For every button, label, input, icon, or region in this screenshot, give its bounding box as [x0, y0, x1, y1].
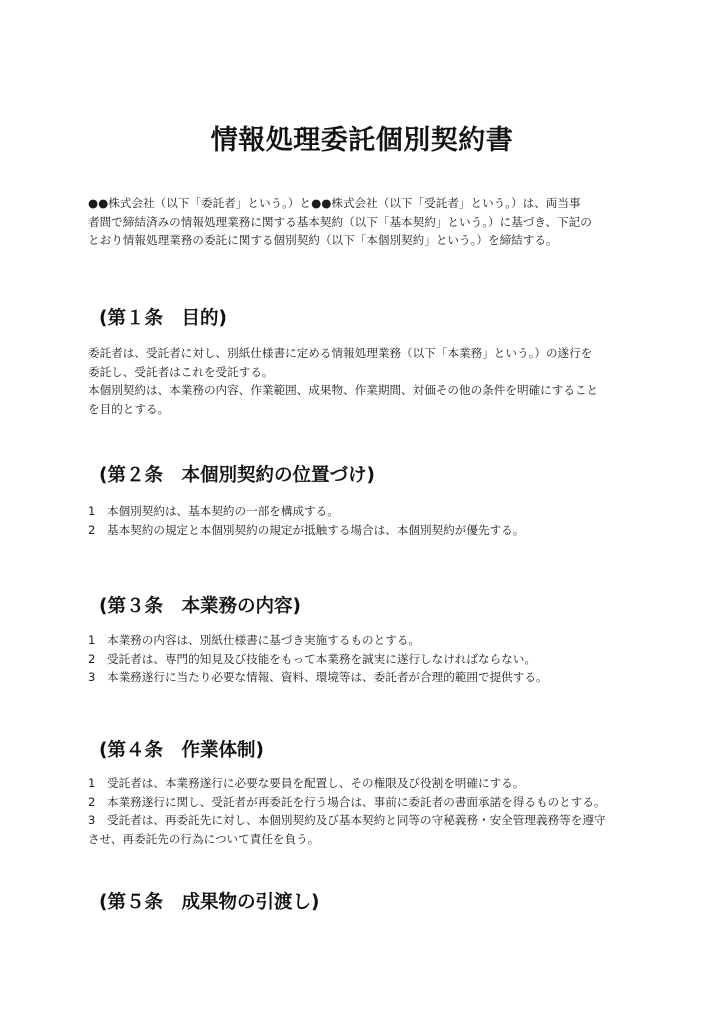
article-item: 2 本業務遂行に関し、受託者が再委託を行う場合は、事前に委託者の書面承諾を得るものとする。: [88, 794, 606, 809]
article-item: 2 基本契約の規定と本個別契約の規定が抵触する場合は、本個別契約が優先する。: [88, 522, 525, 537]
article-item: 2 受託者は、専門的知見及び技能をもって本業務を誠実に遂行しなければならない。: [88, 651, 536, 666]
article-item: 3 受託者は、再委託先に対し、本個別契約及び基本契約と同等の守秘義務・安全管理義務等を遵守: [88, 813, 606, 827]
article-line: 本個別契約は、本業務の内容、作業範囲、成果物、作業期間、対価その他の条件を明確にすること: [88, 383, 599, 397]
article-3-body: [88, 631, 648, 687]
article-4-heading: (第４条 作業体制): [99, 740, 264, 761]
article-1-heading: (第１条 目的): [99, 308, 227, 329]
article-1-body: [88, 344, 648, 418]
article-5-heading: (第５条 成果物の引渡し): [99, 892, 320, 913]
article-item: 3 本業務遂行に当たり必要な情報、資料、環境等は、委託者が合理的範囲で提供する。: [88, 670, 548, 684]
article-4-body: [88, 774, 648, 848]
article-line: 委託者は、受託者に対し、別紙仕様書に定める情報処理業務（以下「本業務」という。）の遂行を: [88, 346, 593, 360]
article-2-body: [88, 502, 648, 539]
article-line: を目的とする。: [88, 401, 170, 416]
document-title: 情報処理委託個別契約書: [210, 125, 514, 156]
article-item: 1 本個別契約は、基本契約の一部を構成する。: [88, 504, 339, 518]
article-line: 委託し、受託者はこれを受託する。: [88, 364, 274, 379]
article-item: させ、再委託先の行為について責任を負う。: [88, 831, 320, 846]
article-item: 1 本業務の内容は、別紙仕様書に基づき実施するものとする。: [88, 633, 421, 647]
article-2-heading: (第２条 本個別契約の位置づけ): [99, 465, 375, 486]
article-item: 1 受託者は、本業務遂行に必要な要員を配置し、その権限及び役割を明確にする。: [88, 776, 525, 790]
intro-paragraph: [88, 194, 648, 250]
intro-line: ●●株式会社（以下「委託者」という。）と●●株式会社（以下「受託者」という。）は、両当事: [88, 196, 581, 210]
intro-line: とおり情報処理業務の委託に関する個別契約（以下「本個別契約」という。）を締結する。: [88, 233, 558, 247]
intro-line: 者間で締結済みの情報処理業務に関する基本契約（以下「基本契約」という。）に基づき、下記の: [88, 214, 592, 229]
article-3-heading: (第３条 本業務の内容): [99, 596, 301, 617]
